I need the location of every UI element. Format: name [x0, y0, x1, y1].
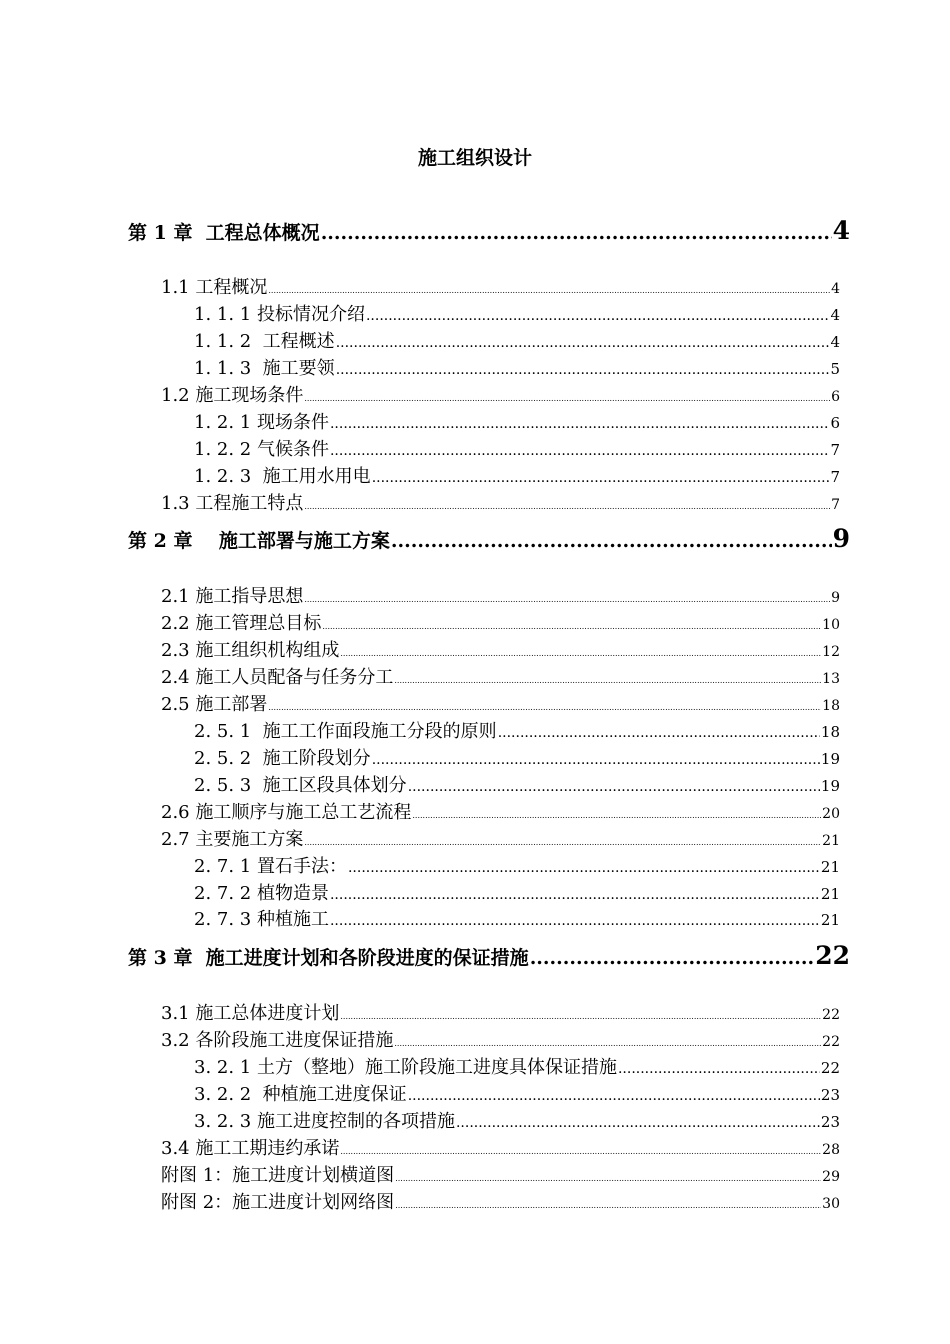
toc-entry-label: 1. 2. 1 现场条件 [194, 412, 329, 433]
toc-leader [336, 335, 830, 351]
toc-page-number: 6 [831, 389, 840, 405]
toc-entry-subsection[interactable] [194, 852, 840, 878]
toc-entry-label: 2.2 施工管理总目标 [161, 613, 322, 634]
toc-entry-label: 3. 2. 1 土方（整地）施工阶段施工进度具体保证措施 [194, 1057, 617, 1078]
toc-page-number: 23 [820, 1086, 840, 1104]
toc-leader [304, 838, 821, 847]
toc-entry-label: 3.4 施工工期违约承诺 [161, 1138, 340, 1159]
toc-entry-subsection[interactable] [194, 462, 840, 488]
toc-page-number: 29 [822, 1169, 840, 1185]
toc-entry-label: 2. 5. 3 施工区段具体划分 [194, 775, 407, 796]
toc-page-number: 20 [822, 806, 840, 822]
toc-entry-label: 2.1 施工指导思想 [161, 586, 304, 607]
toc-page-number: 7 [831, 497, 840, 513]
toc-entry-subsection[interactable] [194, 879, 840, 905]
toc-page-number: 21 [822, 833, 840, 849]
toc-page-number: 5 [830, 360, 840, 378]
toc-entry-label: 2.3 施工组织机构组成 [161, 640, 340, 661]
toc-entry-label: 1.3 工程施工特点 [161, 493, 304, 514]
toc-entry-subsection[interactable] [194, 435, 840, 461]
toc-leader [304, 595, 830, 604]
toc-leader [394, 1039, 821, 1048]
toc-entry-label: 2. 5. 2 施工阶段划分 [194, 748, 371, 769]
toc-leader [391, 530, 832, 552]
toc-page-number: 22 [815, 941, 850, 970]
toc-leader [412, 811, 821, 820]
toc-entry-label: 第 3 章 施工进度计划和各阶段进度的保证措施 [128, 947, 529, 969]
toc-entry-label: 附图 2：施工进度计划网络图 [161, 1192, 395, 1213]
toc-leader [530, 947, 815, 969]
toc-leader [330, 416, 829, 432]
toc-page-number: 4 [830, 333, 840, 351]
toc-entry-label: 3.1 施工总体进度计划 [161, 1003, 340, 1024]
toc-leader [336, 362, 830, 378]
toc-entry-subsection[interactable] [194, 1053, 840, 1079]
toc-leader [268, 703, 821, 712]
toc-page-number: 18 [822, 698, 840, 714]
toc-leader [321, 222, 832, 244]
toc-entry-section[interactable] [161, 798, 840, 824]
toc-entry-subsection[interactable] [194, 1107, 840, 1133]
toc-page-number: 22 [822, 1034, 840, 1050]
toc-page-number: 9 [832, 524, 850, 553]
toc-entry-label: 1. 1. 3 施工要领 [194, 358, 335, 379]
toc-page-number: 22 [820, 1059, 840, 1077]
toc-entry-section[interactable] [161, 1161, 840, 1187]
toc-page-number: 21 [820, 858, 840, 876]
toc-entry-section[interactable] [161, 381, 840, 407]
toc-entry-label: 1. 2. 3 施工用水用电 [194, 466, 371, 487]
toc-entry-label: 1. 2. 2 气候条件 [194, 439, 329, 460]
toc-entry-subsection[interactable] [194, 905, 840, 931]
toc-entry-label: 2. 7. 2 植物造景 [194, 883, 329, 904]
toc-entry-section[interactable] [161, 663, 840, 689]
toc-page-number: 19 [820, 750, 840, 768]
toc-entry-subsection[interactable] [194, 300, 840, 326]
toc-page-number: 18 [820, 723, 840, 741]
toc-page-number: 10 [822, 617, 840, 633]
toc-leader [340, 1012, 821, 1021]
toc-entry-section[interactable] [161, 636, 840, 662]
toc-entry-label: 2.5 施工部署 [161, 694, 268, 715]
toc-page-number: 4 [830, 306, 840, 324]
toc-entry-subsection[interactable] [194, 354, 840, 380]
toc-entry-section[interactable] [161, 1134, 840, 1160]
toc-entry-subsection[interactable] [194, 1080, 840, 1106]
toc-entry-section[interactable] [161, 1188, 840, 1214]
toc-entry-section[interactable] [161, 582, 840, 608]
toc-entry-label: 1. 1. 1 投标情况介绍 [194, 304, 365, 325]
toc-leader [618, 1061, 820, 1077]
toc-page-number: 19 [820, 777, 840, 795]
toc-leader [372, 752, 820, 768]
toc-entry-subsection[interactable] [194, 771, 840, 797]
toc-leader [330, 887, 820, 903]
toc-entry-label: 2.7 主要施工方案 [161, 829, 304, 850]
toc-entry-chapter[interactable] [128, 524, 850, 553]
toc-leader [330, 443, 829, 459]
toc-entry-label: 3.2 各阶段施工进度保证措施 [161, 1030, 394, 1051]
toc-leader [395, 1201, 821, 1210]
toc-leader [322, 622, 821, 631]
toc-entry-label: 1. 1. 2 工程概述 [194, 331, 335, 352]
toc-entry-label: 第 2 章 施工部署与施工方案 [128, 530, 390, 552]
toc-page-number: 28 [822, 1142, 840, 1158]
toc-entry-subsection[interactable] [194, 744, 840, 770]
toc-entry-label: 2. 7. 1 置石手法： [194, 856, 347, 877]
toc-leader [394, 676, 821, 685]
toc-page-number: 13 [822, 671, 840, 687]
toc-leader [340, 1147, 821, 1156]
toc-leader [348, 860, 820, 876]
toc-page-number: 30 [822, 1196, 840, 1212]
toc-entry-label: 3. 2. 3 施工进度控制的各项措施 [194, 1111, 455, 1132]
toc-entry-subsection[interactable] [194, 408, 840, 434]
toc-page-number: 23 [820, 1113, 840, 1131]
toc-entry-section[interactable] [161, 489, 840, 515]
toc-entry-label: 2. 7. 3 种植施工 [194, 909, 329, 930]
toc-entry-section[interactable] [161, 273, 840, 299]
toc-entry-label: 附图 1：施工进度计划横道图 [161, 1165, 395, 1186]
toc-entry-label: 第 1 章 工程总体概况 [128, 222, 320, 244]
toc-page-number: 6 [830, 414, 840, 432]
toc-leader [372, 470, 830, 486]
toc-entry-section[interactable] [161, 609, 840, 635]
toc-entry-label: 1.1 工程概况 [161, 277, 268, 298]
toc-page-number: 21 [820, 885, 840, 903]
toc-entry-subsection[interactable] [194, 717, 840, 743]
toc-page-number: 9 [831, 590, 840, 606]
toc-leader [498, 725, 820, 741]
toc-page-number: 22 [822, 1007, 840, 1023]
toc-entry-chapter[interactable] [128, 941, 850, 970]
toc-leader [408, 1088, 820, 1104]
toc-entry-section[interactable] [161, 1026, 840, 1052]
toc-leader [330, 913, 820, 929]
toc-entry-label: 2.6 施工顺序与施工总工艺流程 [161, 802, 412, 823]
document-title: 施工组织设计 [417, 147, 532, 169]
toc-leader [304, 394, 830, 403]
toc-entry-label: 3. 2. 2 种植施工进度保证 [194, 1084, 407, 1105]
toc-page-number: 4 [832, 216, 850, 245]
toc-entry-subsection[interactable] [194, 327, 840, 353]
toc-leader [366, 308, 829, 324]
toc-page-number: 21 [820, 911, 840, 929]
toc-entry-section[interactable] [161, 999, 840, 1025]
toc-leader [395, 1174, 821, 1183]
toc-leader [340, 649, 821, 658]
toc-leader [408, 779, 820, 795]
toc-leader [268, 286, 830, 295]
toc-page-number: 7 [830, 441, 840, 459]
toc-page-number: 4 [831, 281, 840, 297]
toc-leader [456, 1115, 820, 1131]
toc-leader [304, 502, 830, 511]
toc-entry-chapter[interactable] [128, 216, 850, 245]
toc-entry-label: 1.2 施工现场条件 [161, 385, 304, 406]
toc-page-number: 12 [822, 644, 840, 660]
toc-entry-section[interactable] [161, 825, 840, 851]
toc-entry-label: 2.4 施工人员配备与任务分工 [161, 667, 394, 688]
toc-entry-section[interactable] [161, 690, 840, 716]
toc-page-number: 7 [830, 468, 840, 486]
toc-entry-label: 2. 5. 1 施工工作面段施工分段的原则 [194, 721, 497, 742]
